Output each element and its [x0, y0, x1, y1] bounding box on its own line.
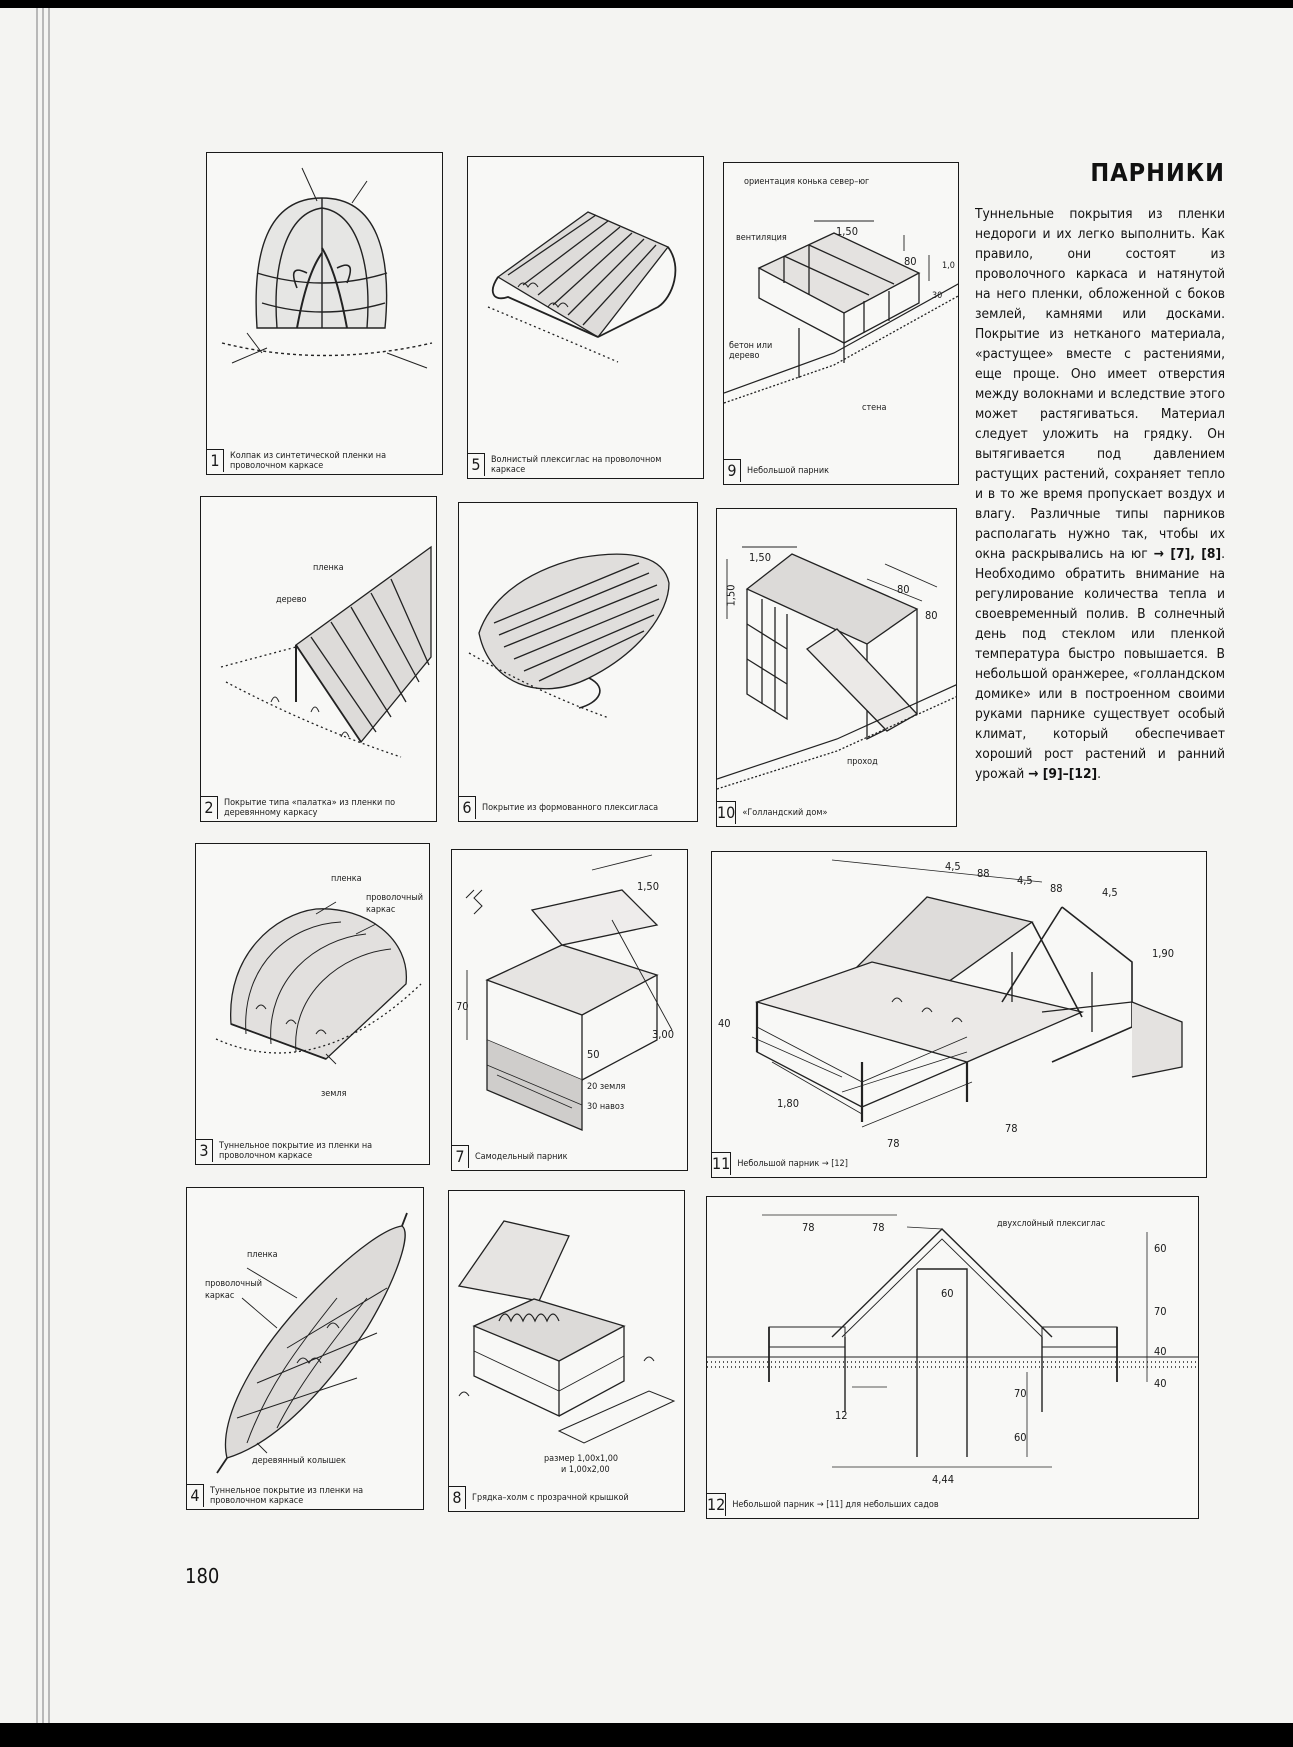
figure-9 [723, 162, 959, 485]
page-number: 180 [185, 1564, 220, 1588]
body-text-part: Туннельные покрытия из пленки недороги и их легко выполнить. Как правило, они состоят из проволочного каркаса и натянутой на него пленки, обложенной с боков землей, камнями или досками. Покрытие из нетканого материала, «растущее» вместе с растениями, еще проще. Оно имеет отверстия между волокнами и вследствие этого может растягиваться. Материал следует уложить на грядку. Он вытягивается под давлением растущих растений, сохраняет тепло и в то же время пропускает воздух и влагу. Различные типы парников располагать нужно так, чтобы их окна раскрывались на юг [975, 206, 1225, 562]
figure-number: 8 [449, 1486, 466, 1509]
figure-caption [724, 457, 937, 484]
dim-label: 4,5 [1102, 886, 1118, 899]
figure-7-illustration [452, 850, 688, 1145]
dim-label: пленка [313, 563, 344, 573]
dim-label: проход [847, 757, 878, 767]
caption-text: Небольшой парник → [11] для небольших садов [732, 1499, 939, 1510]
figure-caption [468, 451, 681, 478]
dim-label: 1,50 [724, 584, 738, 607]
figure-caption [459, 794, 672, 821]
dim-label: 4,5 [945, 860, 961, 873]
dim-label: 40 [1154, 1345, 1167, 1358]
figure-caption [717, 799, 932, 826]
dim-label: проволочный каркас [366, 893, 423, 915]
figure-9-illustration [724, 163, 959, 463]
figure-number: 10 [717, 803, 736, 822]
figure-reference: → [9]–[12] [1028, 766, 1098, 782]
figure-6 [458, 502, 698, 822]
dim-label: 1,50 [836, 225, 859, 238]
dim-label: 50 [587, 1048, 600, 1061]
figure-8-illustration [449, 1191, 685, 1488]
dim-label: стена [862, 403, 887, 413]
dim-label: 60 [1154, 1242, 1167, 1255]
dim-label: вентиляция [736, 233, 787, 243]
dim-label: бетон или дерево [729, 341, 773, 361]
dim-label: 78 [887, 1137, 900, 1150]
figure-number: 11 [712, 1154, 731, 1173]
dim-label: 12 [835, 1409, 848, 1422]
caption-text: Небольшой парник → [12] [737, 1158, 848, 1169]
dim-label: 3,00 [652, 1028, 675, 1041]
figure-number: 7 [452, 1145, 469, 1168]
caption-text: Волнистый плексиглас на проволочном каркасе [491, 454, 662, 475]
figure-3-illustration [196, 844, 430, 1139]
figure-6-illustration [459, 503, 698, 798]
caption-text: Грядка–холм с прозрачной крышкой [472, 1492, 629, 1503]
dim-label: 40 [1154, 1377, 1167, 1390]
section-title: ПАРНИКИ [1090, 158, 1225, 187]
dim-label: 4,44 [932, 1473, 955, 1486]
dim-label: пленка [247, 1250, 278, 1260]
dim-label: 78 [802, 1221, 815, 1234]
dim-label: 4,5 [1017, 874, 1033, 887]
dim-label: 30 навоз [587, 1102, 625, 1112]
dim-label: и 1,00х2,00 [561, 1465, 610, 1475]
dim-label: 1,50 [637, 880, 660, 893]
body-text-part: . Необходимо обратить внимание на регулирование количества тепла и своевременный полив. В солнечный день под стеклом или пленкой температура быстро повышается. В небольшой оранжерее, «голландском домике» или в построенном своими руками парнике существует особый климат, который обеспечивает хороший рост растений и ранний урожай [975, 546, 1225, 782]
figure-caption [452, 1143, 665, 1170]
dim-label: 40 [718, 1017, 731, 1030]
dim-label: 80 [904, 255, 917, 268]
dim-label: двухслойный плексиглас [997, 1219, 1106, 1229]
dim-label: 70 [456, 1000, 469, 1013]
caption-text: Покрытие типа «палатка» из пленки по деревянному каркасу [224, 797, 396, 818]
figure-11 [711, 851, 1207, 1178]
figure-number: 1 [207, 449, 224, 472]
figure-8 [448, 1190, 685, 1512]
figure-caption [207, 447, 420, 474]
figure-number: 3 [196, 1139, 213, 1162]
dim-label: пленка [331, 874, 362, 884]
caption-text: Туннельное покрытие из пленки на проволочном каркасе [219, 1140, 373, 1161]
figure-4 [186, 1187, 424, 1510]
caption-text: Покрытие из формованного плексигласа [482, 802, 659, 813]
dim-label: 70 [1154, 1305, 1167, 1318]
figure-number: 2 [201, 796, 218, 819]
figure-10 [716, 508, 957, 827]
dim-label: 60 [1014, 1431, 1027, 1444]
figure-caption [449, 1484, 672, 1511]
caption-text: Колпак из синтетической пленки на проволочном каркасе [230, 450, 387, 471]
figure-1-illustration [207, 153, 443, 453]
figure-2-illustration [201, 497, 437, 797]
caption-text: Небольшой парник [747, 465, 830, 476]
page-edge [42, 8, 44, 1723]
figure-caption [707, 1491, 1032, 1518]
dim-label: ориентация конька север–юг [744, 177, 870, 187]
figure-number: 4 [187, 1484, 204, 1507]
dim-label: земля [321, 1089, 347, 1099]
dim-label: 20 земля [587, 1082, 626, 1092]
dim-label: 80 [925, 609, 938, 622]
dim-label: 88 [977, 867, 990, 880]
page-edge [36, 8, 38, 1723]
dim-label: дерево [276, 595, 307, 605]
dim-label: 70 [1014, 1387, 1027, 1400]
figure-12-illustration [707, 1197, 1199, 1494]
figure-caption [201, 794, 419, 821]
dim-label: 78 [872, 1221, 885, 1234]
dim-label: 78 [1005, 1122, 1018, 1135]
caption-text: Самодельный парник [475, 1151, 568, 1162]
figure-number: 6 [459, 796, 476, 819]
figure-caption [187, 1482, 400, 1509]
dim-label: 1,80 [777, 1097, 800, 1110]
figure-5 [467, 156, 704, 479]
dim-label: 1,90 [1152, 947, 1175, 960]
caption-text: «Голландский дом» [742, 807, 828, 818]
figure-12 [706, 1196, 1199, 1519]
caption-text: Туннельное покрытие из пленки на проволочном каркасе [210, 1485, 364, 1506]
body-text-part: . [1097, 766, 1102, 782]
page-edge [48, 8, 50, 1723]
figure-caption [712, 1150, 1037, 1177]
dim-label: проволочный каркас [205, 1279, 262, 1301]
body-text [975, 204, 1225, 784]
figure-4-illustration [187, 1188, 424, 1485]
dim-label: 1,0 [942, 261, 955, 271]
figure-reference: → [7], [8] [1153, 546, 1222, 562]
figure-5-illustration [468, 157, 704, 457]
figure-number: 9 [724, 459, 741, 482]
dim-label: 1,50 [749, 551, 772, 564]
figure-1 [206, 152, 443, 475]
dim-label: деревянный колышек [252, 1456, 346, 1466]
figure-caption [196, 1137, 409, 1164]
dim-label: размер 1,00х1,00 [544, 1454, 619, 1464]
dim-label: 30 [932, 291, 943, 301]
figure-number: 12 [707, 1495, 726, 1514]
dim-label: 88 [1050, 882, 1063, 895]
dim-label: 60 [941, 1287, 954, 1300]
dim-label: 80 [897, 583, 910, 596]
figure-3 [195, 843, 430, 1165]
figure-7 [451, 849, 688, 1171]
figure-2 [200, 496, 437, 822]
figure-number: 5 [468, 453, 485, 476]
